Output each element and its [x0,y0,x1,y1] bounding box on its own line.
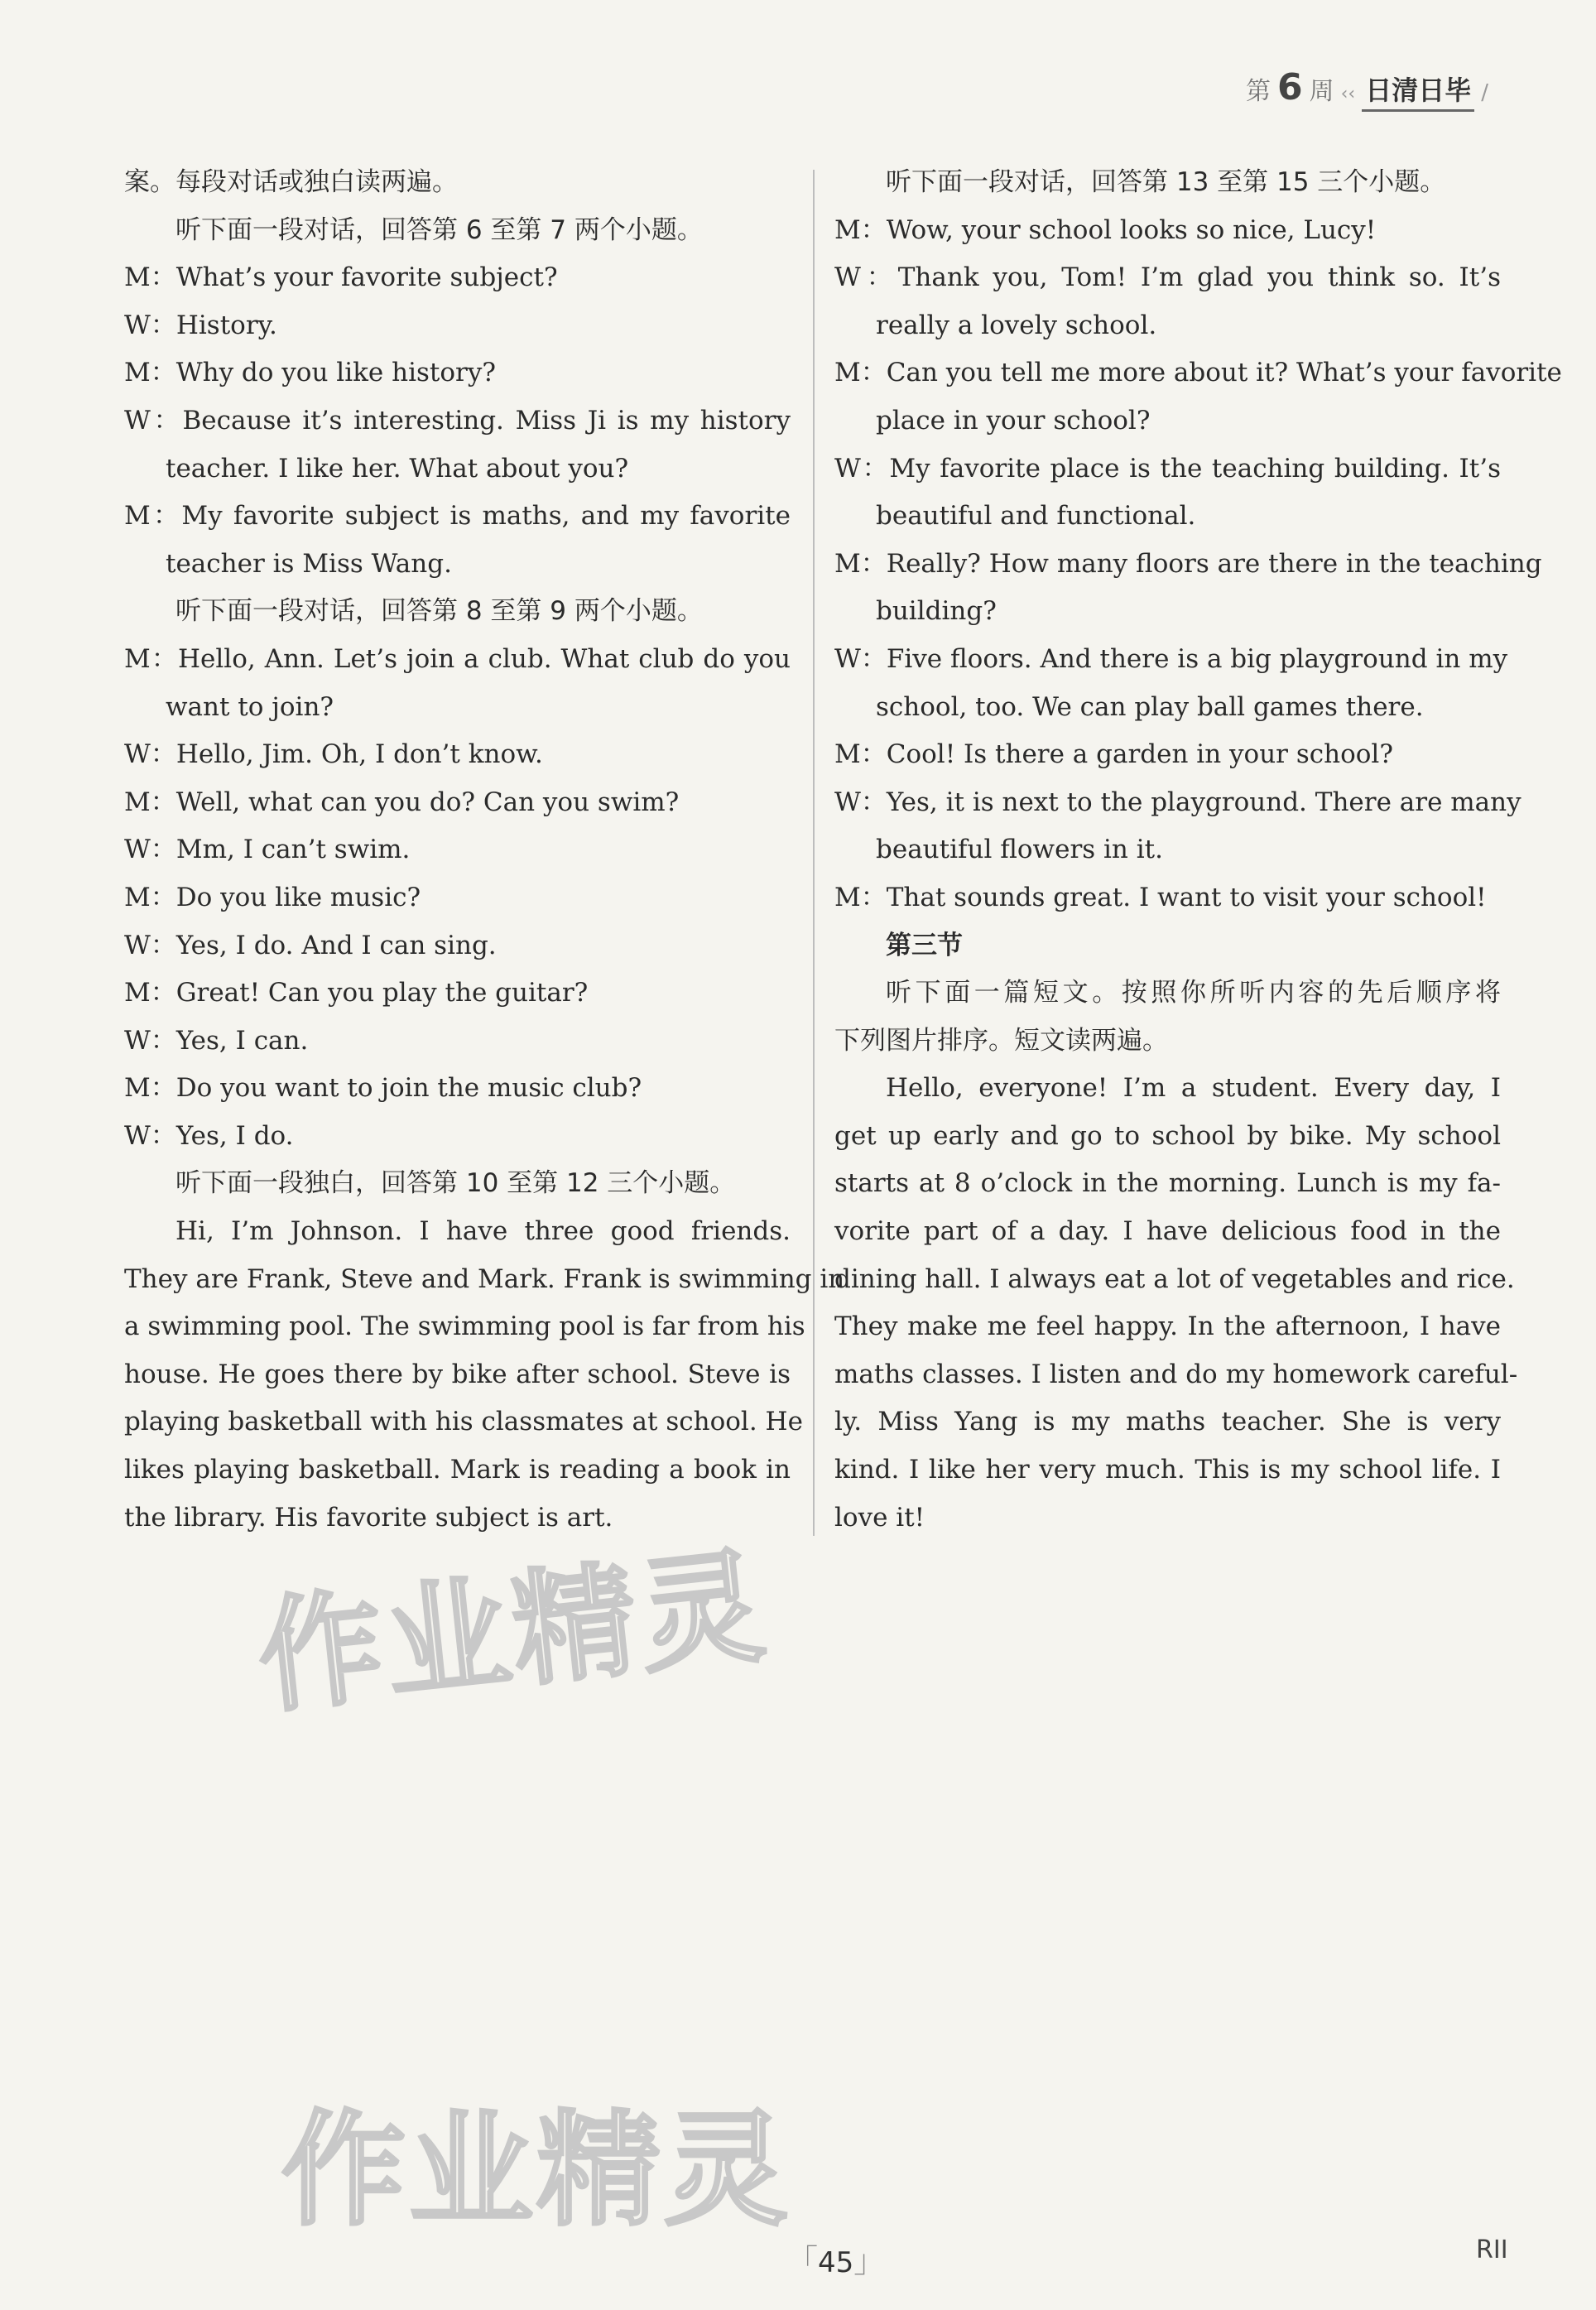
paragraph-line: love it! [834,1502,925,1533]
section-instruction: 听下面一篇短文。按照你所听内容的先后顺序将 [886,978,1501,1008]
section-instruction: 听下面一段对话，回答第 8 至第 9 两个小题。 [175,596,703,627]
paragraph-line: Hello, everyone! I’m a student. Every day, I [886,1073,1501,1104]
dialogue-line: teacher. I like her. What about you? [166,453,629,484]
paragraph-line: the library. His favorite subject is art. [124,1502,613,1533]
dialogue-line: W：Yes, I do. And I can sing. [124,930,497,960]
dialogue-line: M：Really? How many floors are there in the teaching [834,548,1542,579]
dialogue-line: M：What’s your favorite subject? [124,262,558,293]
dialogue-line: M：Cool! Is there a garden in your school? [834,739,1393,770]
page-code: RII [1476,2235,1508,2264]
dialogue-line: W：Five floors. And there is a big playground in my [834,643,1508,674]
bracket-left: 「 [786,2243,819,2279]
double-chevron-icon: ‹‹ [1340,84,1356,104]
dialogue-line: M：Do you want to join the music club? [124,1073,642,1104]
paragraph-line: house. He goes there by bike after school. Steve is [124,1359,791,1389]
paragraph-line: ly. Miss Yang is my maths teacher. She is very [834,1407,1501,1437]
dialogue-line: M：Do you like music? [124,882,421,912]
paragraph-line: maths classes. I listen and do my homework careful- [834,1359,1518,1389]
dialogue-line: W：Yes, it is next to the playground. There are many [834,787,1521,817]
paragraph-line: a swimming pool. The swimming pool is far from his [124,1311,805,1342]
paragraph-line: They are Frank, Steve and Mark. Frank is swimming in [124,1263,845,1294]
page-number [786,2235,885,2281]
column-divider [813,170,815,1536]
header-di: 第 [1245,77,1271,106]
dialogue-line: place in your school? [876,405,1151,436]
section-instruction: 听下面一段独白，回答第 10 至第 12 三个小题。 [175,1168,736,1199]
dialogue-line: want to join? [166,691,334,722]
text-line: 案。每段对话或独白读两遍。 [124,167,458,197]
dialogue-line: W：Mm, I can’t swim. [124,835,411,865]
dialogue-line: really a lovely school. [876,310,1157,340]
right-column [834,159,1562,1542]
watermark-logo: 作业精灵 [252,1534,774,1731]
dialogue-line: M：Can you tell me more about it? What’s your favorite [834,358,1562,388]
dialogue-line: M：Why do you like history? [124,358,496,388]
dialogue-line: school, too. We can play ball games there. [876,691,1424,722]
dialogue-line: M：That sounds great. I want to visit your school! [834,882,1487,912]
paragraph-line: starts at 8 o’clock in the morning. Lunch is my fa- [834,1168,1501,1199]
dialogue-line: M：Hello, Ann. Let’s join a club. What club do you [124,643,791,674]
header-tail: / [1481,80,1488,105]
watermark-logo: 作业精灵 [281,2099,792,2243]
dialogue-line: W：Hello, Jim. Oh, I don’t know. [124,739,543,770]
header-title: 日清日毕 [1362,70,1474,112]
dialogue-line: W：Yes, I can. [124,1025,309,1056]
dialogue-line: beautiful and functional. [876,501,1196,532]
dialogue-line: M：Great! Can you play the guitar? [124,978,589,1008]
dialogue-line: M：My favorite subject is maths, and my favorite [124,501,791,532]
dialogue-line: M：Wow, your school looks so nice, Lucy! [834,214,1377,245]
dialogue-line: beautiful flowers in it. [876,835,1163,865]
section-title: 第三节 [886,930,963,960]
week-number: 6 [1276,66,1303,108]
dialogue-line: W：History. [124,310,277,340]
dialogue-line: W：Yes, I do. [124,1120,294,1151]
dialogue-line: W：My favorite place is the teaching building. It’s [834,453,1501,484]
paragraph-line: They make me feel happy. In the afternoon, I have [834,1311,1501,1342]
dialogue-line: W：Thank you, Tom! I’m glad you think so. It’s [834,262,1501,293]
bracket-right: 」 [853,2243,886,2279]
dialogue-line: M：Well, what can you do? Can you swim? [124,787,680,817]
header-zhou: 周 [1309,77,1334,106]
section-instruction: 下列图片排序。短文读两遍。 [834,1025,1168,1056]
paragraph-line: get up early and go to school by bike. My school [834,1120,1501,1151]
paragraph-line: vorite part of a day. I have delicious food in the [834,1216,1501,1247]
page-header [1246,66,1488,112]
dialogue-line: teacher is Miss Wang. [166,548,452,579]
dialogue-line: W：Because it’s interesting. Miss Ji is my history [124,405,791,436]
paragraph-line: kind. I like her very much. This is my school life. I [834,1455,1501,1485]
paragraph-line: Hi, I’m Johnson. I have three good friends. [175,1216,791,1247]
section-instruction: 听下面一段对话，回答第 13 至第 15 三个小题。 [886,167,1446,197]
left-column [124,159,845,1542]
section-instruction: 听下面一段对话，回答第 6 至第 7 两个小题。 [175,214,703,245]
paragraph-line: likes playing basketball. Mark is reading a book in [124,1455,791,1485]
paragraph-line: dining hall. I always eat a lot of vegetables and rice. [834,1263,1515,1294]
dialogue-line: building? [876,596,997,627]
paragraph-line: playing basketball with his classmates at school. He [124,1407,803,1437]
page-number-value: 45 [818,2246,854,2279]
